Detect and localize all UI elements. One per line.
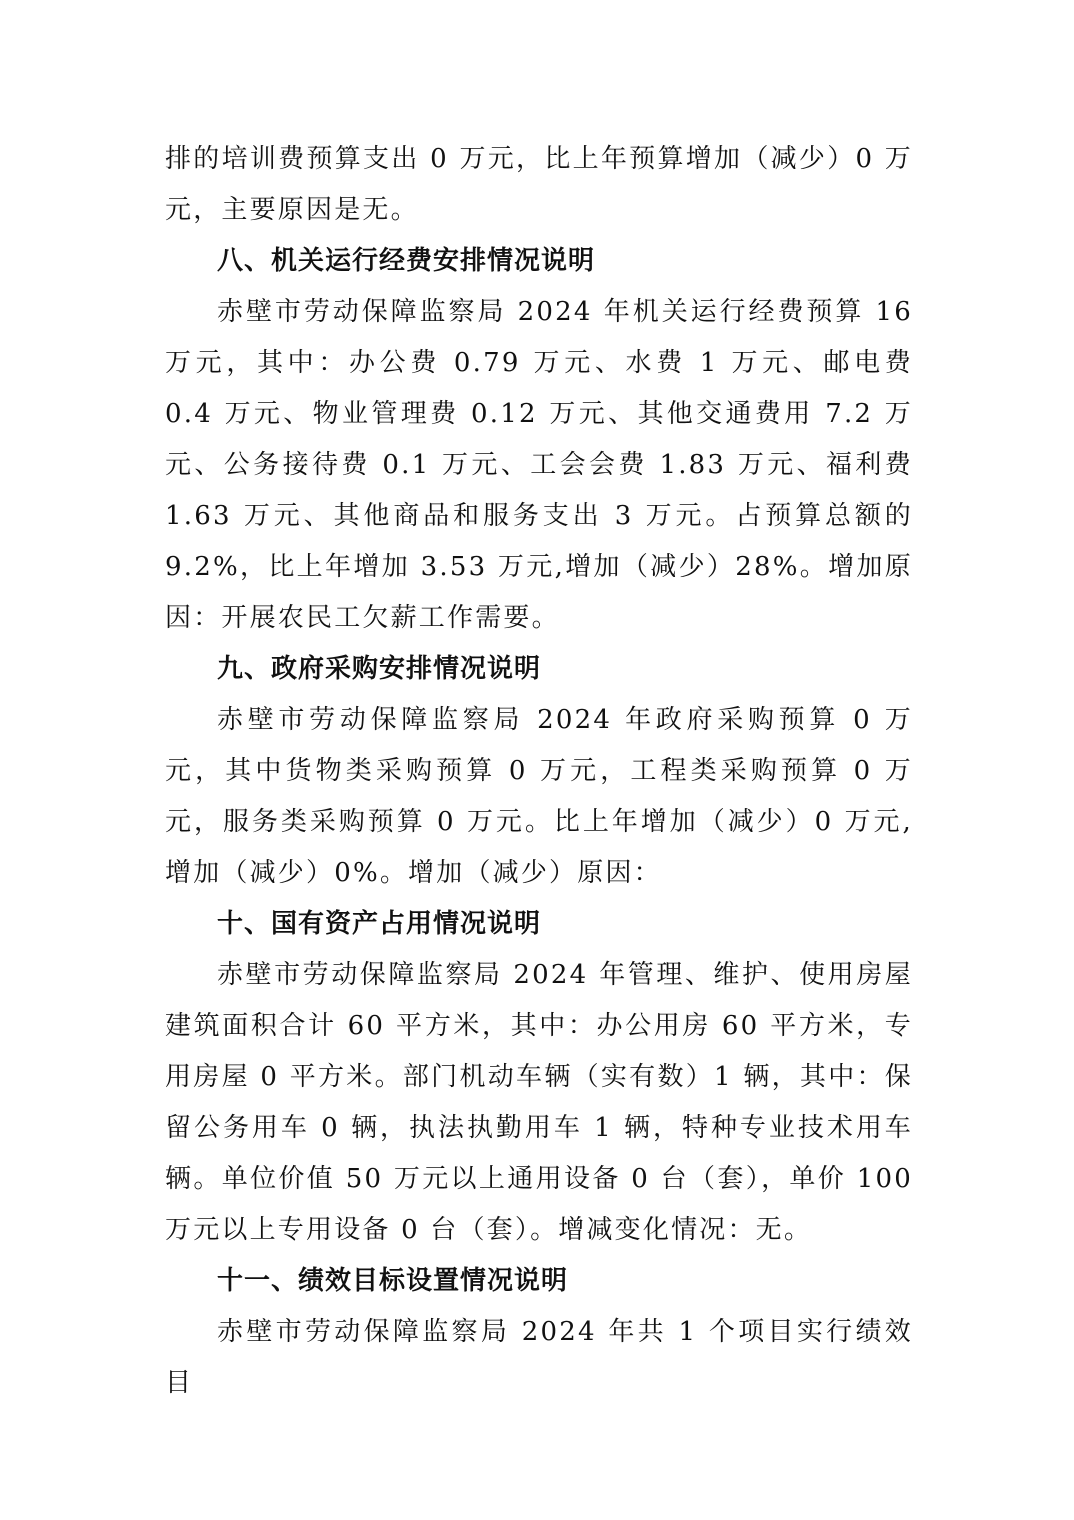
section-heading-11: 十一、绩效目标设置情况说明 [217, 1266, 569, 1296]
paragraph-operating-expenses: 赤壁市劳动保障监察局 2024 年机关运行经费预算 16 万元，其中：办公费 0.79 万元、水费 1 万元、邮电费 0.4 万元、物业管理费 0.12 万元、其他交通费用 7.2 万元、公务接待费 0.1 万元、工会会费 1.83 万元、福利费 1.63 万元、其他商品和服务支出 3 万元。占预算总额的 9.2%，比上年增加 3.53 万元,增加（减少）28%。增加原因：开展农民工欠薪工作需要。 [165, 297, 913, 633]
paragraph-performance-targets: 赤壁市劳动保障监察局 2024 年共 1 个项目实行绩效目 [165, 1317, 913, 1398]
paragraph-training-fee-continued: 排的培训费预算支出 0 万元，比上年预算增加（减少）0 万元，主要原因是无。 [165, 144, 913, 225]
section-heading-10: 十、国有资产占用情况说明 [217, 909, 542, 939]
document-body [165, 134, 913, 1409]
section-heading-9: 九、政府采购安排情况说明 [217, 654, 542, 684]
paragraph-state-assets: 赤壁市劳动保障监察局 2024 年管理、维护、使用房屋建筑面积合计 60 平方米，其中：办公用房 60 平方米，专用房屋 0 平方米。部门机动车辆（实有数）1 辆，其中：保留公务用车 0 辆，执法执勤用车 1 辆，特种专业技术用车辆。单位价值 50 万元以上通用设备 0 台（套），单价 100 万元以上专用设备 0 台（套）。增减变化情况：无。 [165, 960, 913, 1245]
paragraph-government-procurement: 赤壁市劳动保障监察局 2024 年政府采购预算 0 万元，其中货物类采购预算 0 万元，工程类采购预算 0 万元，服务类采购预算 0 万元。比上年增加（减少）0 万元,增加（减少）0%。增加（减少）原因： [165, 705, 913, 888]
section-heading-8: 八、机关运行经费安排情况说明 [217, 246, 596, 276]
